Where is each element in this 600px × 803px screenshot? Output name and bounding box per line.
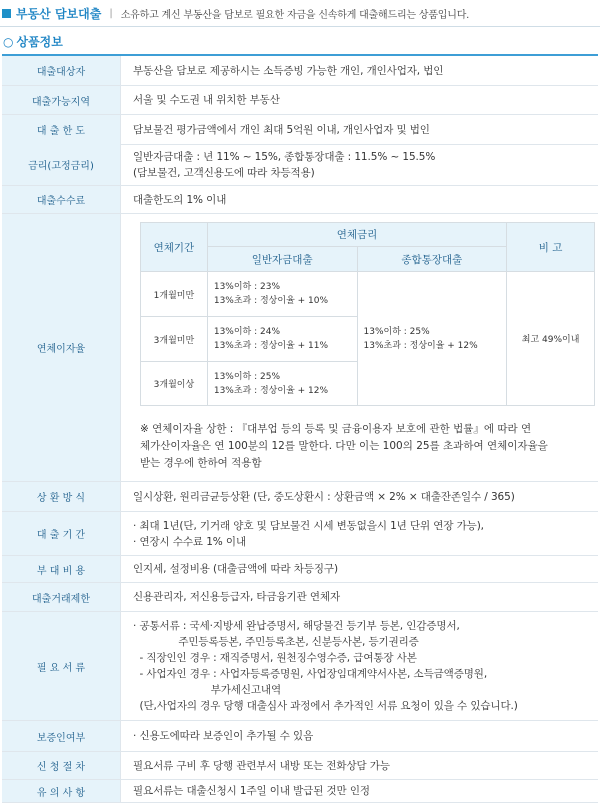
row-label: 신 청 절 차 (2, 752, 121, 779)
info-row (2, 612, 598, 721)
product-description: 소유하고 계신 부동산을 담보로 필요한 자금을 신속하게 대출해드리는 상품입니다. (120, 9, 470, 21)
row-value: 일반자금대출 : 년 11% ~ 15%, 종합통장대출 : 11.5% ~ 15.5% (담보물건, 고객신용도에 따라 차등적용) (133, 150, 436, 179)
row-label: 유 의 사 항 (2, 780, 121, 802)
row-value: 일시상환, 원리금균등상환 (단, 중도상환시 : 상환금액 × 2% × 대출잔존일수 / 365) (133, 490, 515, 503)
row-value: · 최대 1년(단, 기거래 양호 및 담보물건 시세 변동없을시 1년 단위 연장 가능), · 연장시 수수료 1% 이내 (133, 519, 484, 548)
row-value: · 공통서류 : 국세·지방세 완납증명서, 해당물건 등기부 등본, 인감증명서, 주민등록등본, 주민등록초본, 신분등사본, 등기권리증 - 직장인인 경우 : 재직증명서, 원천징수영수증, 급여통장 사본 - 사업자인 경우 : 사업자등록증명원, 사업장임대계약서사본, 소득금액증명원, 부가세신고내역 (단,사업자의 경우 당행 대출심사 과정에서 추가적인 서류 요청이 있을 수 있습니다.) (133, 620, 518, 712)
row-label: 부 대 비 용 (2, 556, 121, 582)
info-row (2, 186, 598, 214)
overdraft-rate-cell: 13%이하 : 25% 13%초과 : 정상이율 + 12% (357, 272, 507, 406)
info-row (2, 780, 598, 803)
general-rate-cell: 13%이하 : 24% 13%초과 : 정상이율 + 11% (207, 317, 357, 362)
product-title: 부동산 담보대출 (16, 6, 102, 21)
period-cell: 3개월이상 (141, 362, 208, 406)
row-value: · 신용도에따라 보증인이 추가될 수 있음 (133, 730, 314, 742)
col-header-general-loan: 일반자금대출 (207, 247, 357, 272)
info-row (2, 482, 598, 512)
section-heading (3, 33, 63, 50)
row-value: 필요서류는 대출신청시 1주일 이내 발급된 것만 인정 (133, 785, 370, 797)
row-label: 연체이자율 (2, 214, 121, 481)
general-rate-cell: 13%이하 : 25% 13%초과 : 정상이율 + 12% (207, 362, 357, 406)
overdue-rate-table (140, 222, 595, 406)
row-label: 대출대상자 (2, 56, 121, 85)
info-row (2, 56, 598, 86)
col-header-overdraft-loan: 종합통장대출 (357, 247, 507, 272)
row-label: 대 출 기 간 (2, 512, 121, 555)
section-title: 상품정보 (16, 35, 63, 49)
info-row (2, 752, 598, 780)
row-label: 대출거래제한 (2, 583, 121, 611)
page-header (0, 0, 600, 27)
info-row (2, 583, 598, 612)
row-label: 대 출 한 도 (2, 115, 121, 144)
row-label: 대출수수료 (2, 186, 121, 213)
row-value: 신용관리자, 저신용등급자, 타금융기관 연체자 (133, 591, 341, 603)
info-row (2, 721, 598, 752)
row-label: 필 요 서 류 (2, 612, 121, 720)
period-cell: 1개월미만 (141, 272, 208, 317)
remark-cell: 최고 49%이내 (507, 272, 595, 406)
info-row (2, 144, 598, 186)
overdue-note: ※ 연체이자율 상한 : 『대부업 등의 등록 및 금융이용자 보호에 관한 법률』에 따라 연 체가산이자율은 연 100분의 12를 말한다. 다만 이는 100의 25를 초과하여 연체이자율을 받는 경우에 한하여 적용함 (140, 423, 548, 469)
general-rate-cell: 13%이하 : 23% 13%초과 : 정상이율 + 10% (207, 272, 357, 317)
row-label: 상 환 방 식 (2, 482, 121, 511)
info-row (2, 86, 598, 115)
row-value: 담보물건 평가금액에서 개인 최대 5억원 이내, 개인사업자 및 법인 (133, 123, 430, 136)
row-value: 서울 및 수도권 내 위치한 부동산 (133, 94, 280, 106)
col-header-overdue-rate: 연체금리 (207, 223, 506, 247)
period-cell: 3개월미만 (141, 317, 208, 362)
title-marker-icon (2, 9, 11, 18)
info-row (2, 512, 598, 556)
col-header-period: 연체기간 (141, 223, 208, 272)
row-value: 인지세, 설정비용 (대출금액에 따라 차등징구) (133, 563, 338, 575)
row-value: 부동산을 담보로 제공하시는 소득증빙 가능한 개인, 개인사업자, 법인 (133, 64, 444, 77)
row-label: 보증인여부 (2, 721, 121, 751)
header-separator: | (109, 7, 113, 19)
info-row (2, 115, 598, 145)
row-label: 대출가능지역 (2, 86, 121, 114)
info-row (2, 556, 598, 583)
row-label: 금리(고정금리) (2, 144, 121, 185)
row-value: 대출한도의 1% 이내 (133, 193, 227, 206)
row-value: 필요서류 구비 후 당행 관련부서 내방 또는 전화상담 가능 (133, 759, 390, 772)
section-bullet-icon: ○ (3, 34, 14, 49)
col-header-remark: 비 고 (507, 223, 595, 272)
